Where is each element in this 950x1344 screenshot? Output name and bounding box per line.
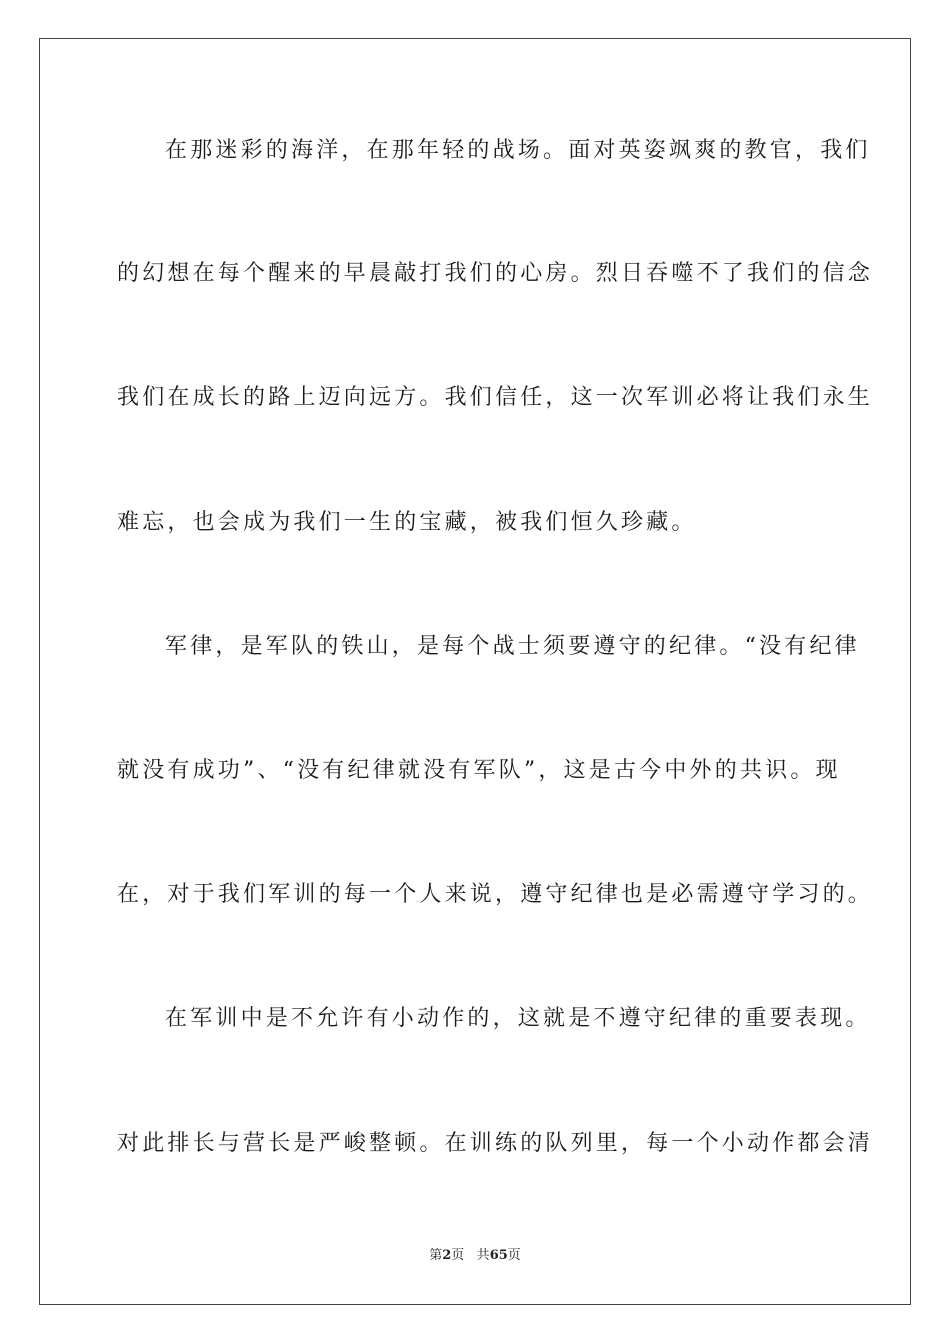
page-number: 2	[442, 1248, 452, 1263]
text-line-4: 难忘，也会成为我们一生的宝藏，被我们恒久珍藏。	[117, 510, 697, 535]
total-prefix: 共	[476, 1248, 490, 1263]
text-line-7: 在，对于我们军训的每一个人来说，遵守纪律也是必需遵守学习的。	[117, 882, 874, 907]
text-line-2: 的幻想在每个醒来的早晨敲打我们的心房。烈日吞噬不了我们的信念	[117, 261, 874, 286]
total-pages: 65	[489, 1248, 508, 1263]
page-footer	[0, 1244, 950, 1263]
page-border	[39, 38, 911, 1305]
text-line-3: 我们在成长的路上迈向远方。我们信任，这一次军训必将让我们永生	[117, 385, 874, 410]
text-line-5: 军律，是军队的铁山，是每个战士须要遵守的纪律。“没有纪律	[165, 634, 860, 659]
text-line-1: 在那迷彩的海洋，在那年轻的战场。面对英姿飒爽的教官，我们	[165, 138, 871, 163]
text-line-8: 在军训中是不允许有小动作的，这就是不遵守纪律的重要表现。	[165, 1006, 871, 1031]
page-prefix: 第	[429, 1248, 443, 1263]
text-line-6: 就没有成功”、“没有纪律就没有军队”，这是古今中外的共识。现	[117, 758, 841, 783]
text-line-9: 对此排长与营长是严峻整顿。在训练的队列里，每一个小动作都会清	[117, 1131, 874, 1156]
total-suffix: 页	[507, 1248, 521, 1263]
page-suffix: 页	[451, 1248, 465, 1263]
